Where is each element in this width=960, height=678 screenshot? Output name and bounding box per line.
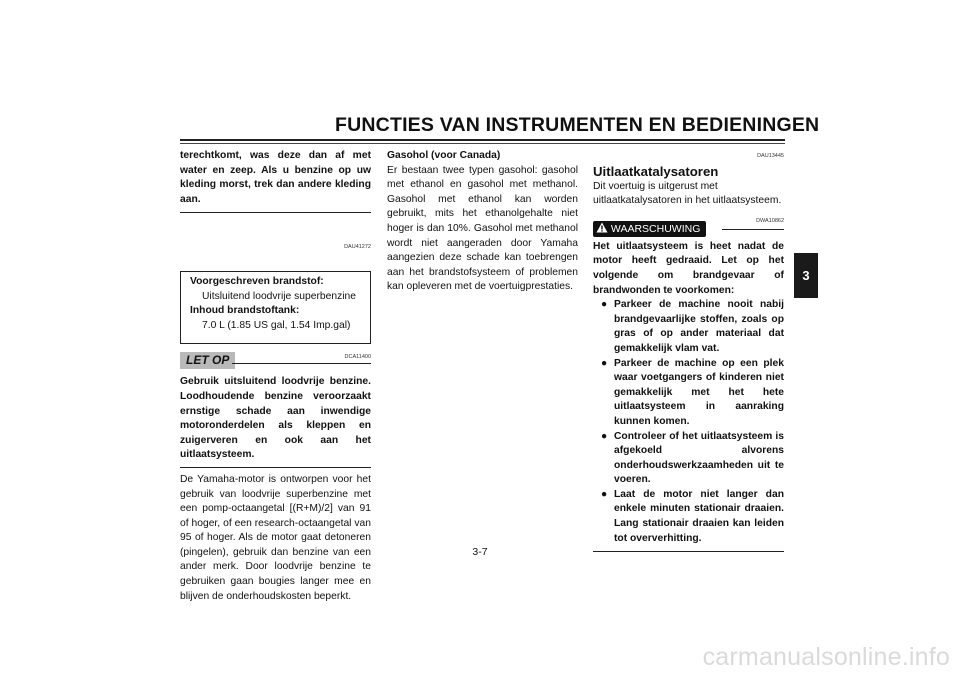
notice-text: Gebruik uitsluitend loodvrije benzine. Loodhoudende benzine veroorzaakt ernstige schade aan inwendige motoronderdelen als kleppen en zuigerveren en ook aan het uitlaatsysteem. bbox=[180, 376, 371, 461]
warning-bullet-item bbox=[601, 298, 784, 356]
spec-label-tank: Inhoud brandstoftank: bbox=[190, 305, 300, 317]
left-column bbox=[180, 149, 371, 604]
notice-code: DCA11400 bbox=[344, 354, 371, 361]
watermark-text: carmanualsonline.info bbox=[702, 643, 950, 671]
catalyst-intro-text: Dit voertuig is uitgerust met uitlaatkatalysatoren in het uitlaatsysteem. bbox=[593, 180, 782, 207]
bullet-text: Parkeer de machine op een plek waar voetgangers of kinderen niet gemakkelijk met het hete uitlaatsysteem in aanraking kunnen komen. bbox=[614, 357, 784, 427]
warning-header-rule bbox=[722, 229, 784, 230]
page-number: 3-7 bbox=[472, 546, 488, 558]
notice-label: LET OP bbox=[180, 352, 235, 369]
gasohol-heading: Gasohol (voor Canada) bbox=[387, 150, 501, 161]
section-code: DAU41272 bbox=[344, 244, 371, 251]
warning-triangle-icon bbox=[596, 222, 608, 233]
bullet-icon: ● bbox=[601, 488, 608, 500]
notice-end-rule bbox=[180, 467, 371, 468]
warning-code: DWA10862 bbox=[756, 217, 784, 224]
warning-end-rule bbox=[593, 551, 784, 552]
fuel-spec-box bbox=[180, 271, 371, 344]
warning-bullet-list bbox=[593, 298, 784, 546]
warning-bullet-item bbox=[601, 488, 784, 546]
bullet-icon: ● bbox=[601, 299, 608, 311]
page-header-title: FUNCTIES VAN INSTRUMENTEN EN BEDIENINGEN bbox=[335, 114, 820, 136]
bullet-icon: ● bbox=[601, 357, 608, 369]
notice-header bbox=[180, 350, 371, 372]
spec-value-fuel: Uitsluitend loodvrije superbenzine bbox=[202, 290, 356, 302]
warning-end-rule bbox=[180, 212, 371, 213]
header-rule bbox=[180, 139, 785, 141]
spec-value-tank: 7.0 L (1.85 US gal, 1.54 Imp.gal) bbox=[202, 319, 351, 331]
header-rule-thin bbox=[180, 143, 785, 144]
notice-header-rule bbox=[232, 363, 371, 364]
catalyst-heading: Uitlaatkatalysatoren bbox=[593, 163, 719, 179]
chapter-tab[interactable]: 3 bbox=[794, 253, 818, 298]
section-code-catalyst: DAU13445 bbox=[757, 153, 784, 159]
warning-label-badge bbox=[593, 221, 706, 237]
fuel-body-text: De Yamaha-motor is ontworpen voor het gebruik van loodvrije superbenzine met een pomp-octaangetal [(R+M)/2] van 91 of hoger, of een research-octaangetal van 95 of hoger. Als de motor gaat detoneren (pingelen), gebruik dan benzine van een ander merk. Door loodvrije benzine te gebruiken gaan bougies langer mee en blijven de onderhoudskosten beperkt. bbox=[180, 473, 371, 602]
bullet-text: Controleer of het uitlaatsysteem is afgekoeld alvorens onderhoudswerkzaamheden uit te voeren. bbox=[614, 430, 784, 486]
warning-bullet-item bbox=[601, 430, 784, 488]
warning-bullet-item bbox=[601, 357, 784, 430]
spec-label-fuel: Voorgeschreven brandstof: bbox=[190, 275, 324, 287]
warning-header bbox=[593, 213, 784, 237]
warning-intro-text: Het uitlaatsysteem is heet nadat de motor heeft gedraaid. Let op het volgende om brandgevaar of brandwonden te voorkomen: bbox=[593, 240, 784, 296]
warning-continued-text: terechtkomt, was deze dan af met water en zeep. Als u benzine op uw kleding morst, trek dan andere kleding aan. bbox=[180, 150, 371, 205]
bullet-icon: ● bbox=[601, 430, 608, 442]
right-column bbox=[593, 149, 784, 552]
middle-column bbox=[387, 149, 578, 295]
warning-label: WAARSCHUWING bbox=[610, 222, 701, 235]
bullet-text: Laat de motor niet langer dan enkele minuten stationair draaien. Lang stationair draaien kan leiden tot oververhitting. bbox=[614, 488, 784, 544]
bullet-text: Parkeer de machine nooit nabij brandgevaarlijke stoffen, zoals op gras of op ander materiaal dat gemakkelijk vlam vat. bbox=[614, 299, 784, 354]
gasohol-body-text: Er bestaan twee typen gasohol: gasohol met ethanol en gasohol met methanol. Gasohol met ethanol kan worden gebruikt, mits het ethanolgehalte niet hoger is dan 10%. Gasohol met methanol wordt niet aangeraden door Yamaha aangezien deze schade kan toebrengen aan het brandstofsysteem of problemen kan opleveren met de voertuigprestaties. bbox=[387, 164, 578, 293]
